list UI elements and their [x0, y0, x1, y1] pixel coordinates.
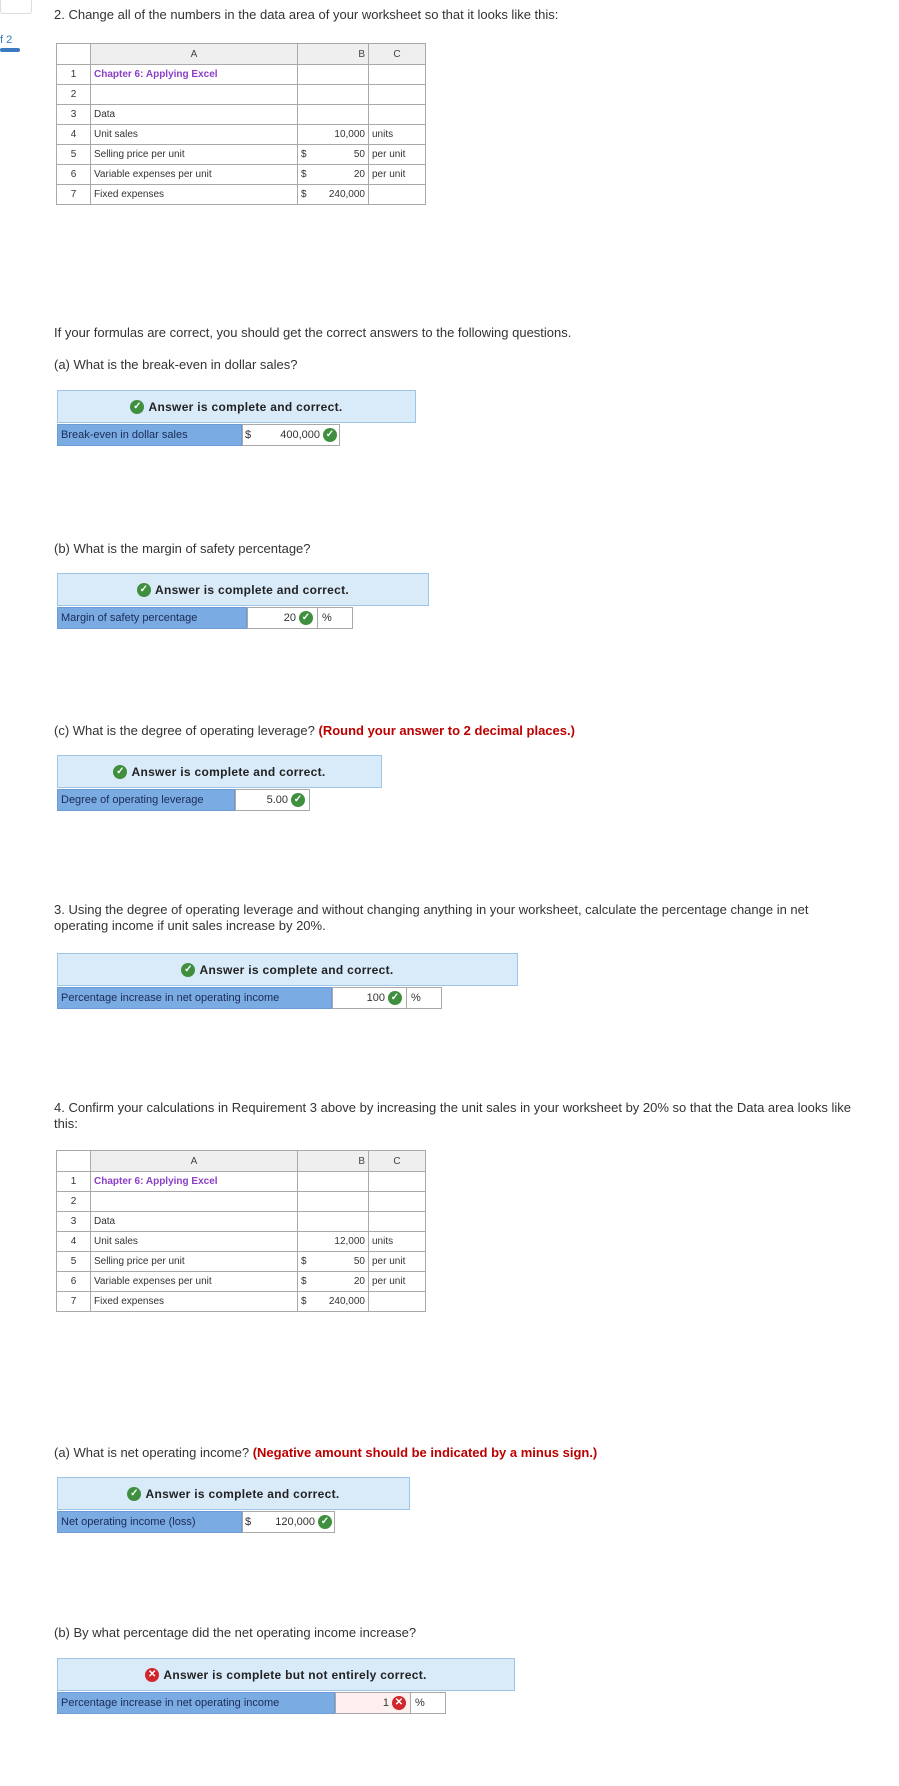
cell-b [298, 185, 369, 205]
answer-input[interactable] [332, 987, 407, 1009]
cell-value: 20 [353, 169, 365, 180]
cell-b [298, 85, 369, 105]
sheet-row [57, 1232, 426, 1252]
cell-value: 50 [353, 1256, 365, 1267]
cell-c: units [369, 125, 426, 145]
question-c [54, 723, 575, 739]
question-3: 3. Using the degree of operating leverage and without changing anything in your worksheet, calculate the percentage change in net operating income if unit sales increase by 20%. [54, 902, 809, 933]
check-icon: ✓ [127, 1487, 141, 1501]
cell-a: Chapter 6: Applying Excel [91, 1172, 298, 1192]
row-number: 7 [57, 1292, 91, 1312]
cell-b [298, 1272, 369, 1292]
cell-value: 50 [353, 149, 365, 160]
row-number: 4 [57, 125, 91, 145]
sheet-row [57, 1252, 426, 1272]
cell-b [298, 1192, 369, 1212]
cell-a: Chapter 6: Applying Excel [91, 65, 298, 85]
cell-value: 10,000 [334, 129, 365, 140]
currency-symbol: $ [245, 429, 252, 441]
question-4a [54, 1445, 597, 1461]
cell-b [298, 1232, 369, 1252]
cell-value: 240,000 [328, 1296, 365, 1307]
col-header-c: C [369, 44, 426, 65]
cell-b [298, 1212, 369, 1232]
answer-label: Break-even in dollar sales [57, 424, 242, 446]
question-note: (Negative amount should be indicated by a minus sign.) [252, 1445, 598, 1460]
cell-c [369, 65, 426, 85]
cell-c [369, 85, 426, 105]
answer-label: Percentage increase in net operating income [57, 1692, 335, 1714]
cell-a: Variable expenses per unit [91, 165, 298, 185]
sheet-row [57, 85, 426, 105]
page-progress-bar [0, 48, 20, 52]
spreadsheet-1 [56, 43, 426, 205]
sheet-row [57, 1172, 426, 1192]
answer-input[interactable] [242, 1511, 335, 1533]
check-icon: ✓ [388, 991, 402, 1005]
answer-label: Net operating income (loss) [57, 1511, 242, 1533]
cell-a: Unit sales [91, 1232, 298, 1252]
page-indicator: f 2 [0, 34, 13, 46]
status-text: Answer is complete and correct. [199, 962, 394, 977]
cell-c [369, 105, 426, 125]
answer-row-b [57, 607, 353, 629]
cell-a: Selling price per unit [91, 145, 298, 165]
cell-c [369, 1172, 426, 1192]
status-text: Answer is complete and correct. [131, 764, 326, 779]
cell-c: units [369, 1232, 426, 1252]
answer-label: Percentage increase in net operating income [57, 987, 332, 1009]
answer-input[interactable] [235, 789, 310, 811]
answer-label: Margin of safety percentage [57, 607, 247, 629]
cell-b [298, 125, 369, 145]
answer-input[interactable] [335, 1692, 411, 1714]
answer-row-3 [57, 987, 442, 1009]
row-number: 3 [57, 105, 91, 125]
row-number: 6 [57, 165, 91, 185]
check-icon: ✓ [318, 1515, 332, 1529]
answer-status-banner [57, 953, 518, 986]
question-2: 2. Change all of the numbers in the data area of your worksheet so that it looks like this: [54, 7, 559, 22]
sheet-row [57, 145, 426, 165]
check-icon: ✓ [181, 963, 195, 977]
check-icon: ✓ [137, 583, 151, 597]
col-header-a: A [91, 44, 298, 65]
cell-value: 12,000 [334, 1236, 365, 1247]
cell-a: Unit sales [91, 125, 298, 145]
answer-row-a [57, 424, 340, 446]
cell-b [298, 65, 369, 85]
cell-c: per unit [369, 1252, 426, 1272]
answer-status-banner [57, 755, 382, 788]
col-header-a: A [91, 1151, 298, 1172]
check-icon: ✓ [291, 793, 305, 807]
answer-status-banner [57, 390, 416, 423]
status-text: Answer is complete and correct. [154, 582, 350, 597]
answer-status-banner [57, 1658, 515, 1691]
row-number: 2 [57, 1192, 91, 1212]
row-number: 1 [57, 65, 91, 85]
sheet-row [57, 1192, 426, 1212]
question-b: (b) What is the margin of safety percentage? [54, 541, 311, 556]
check-icon: ✓ [323, 428, 337, 442]
cell-value: 240,000 [328, 189, 365, 200]
cell-c: per unit [369, 165, 426, 185]
error-icon: ✕ [145, 1668, 159, 1682]
sheet-row [57, 165, 426, 185]
cell-currency: $ [301, 189, 307, 200]
cell-c [369, 1192, 426, 1212]
sheet-corner [57, 1151, 91, 1172]
row-number: 3 [57, 1212, 91, 1232]
currency-symbol: $ [245, 1516, 252, 1528]
row-number: 2 [57, 85, 91, 105]
check-icon: ✓ [113, 765, 127, 779]
answer-value: 400,000 [280, 429, 320, 441]
row-number: 5 [57, 1252, 91, 1272]
cell-currency: $ [301, 1256, 307, 1267]
row-number: 4 [57, 1232, 91, 1252]
col-header-b: B [298, 44, 369, 65]
col-header-b: B [298, 1151, 369, 1172]
row-number: 1 [57, 1172, 91, 1192]
question-note: (Round your answer to 2 decimal places.) [318, 723, 575, 738]
question-4: 4. Confirm your calculations in Requirement 3 above by increasing the unit sales in your worksheet by 20% so that the Data area looks like this: [54, 1100, 852, 1131]
answer-value: 120,000 [275, 1516, 315, 1528]
answer-input[interactable] [242, 424, 340, 446]
answer-value: 5.00 [266, 794, 288, 806]
cell-currency: $ [301, 169, 307, 180]
error-icon: ✕ [392, 1696, 406, 1710]
col-header-c: C [369, 1151, 426, 1172]
intro-text: If your formulas are correct, you should get the correct answers to the following questions. [54, 325, 572, 340]
sheet-row [57, 1212, 426, 1232]
question-4b: (b) By what percentage did the net operating income increase? [54, 1625, 417, 1640]
cell-b [298, 145, 369, 165]
row-number: 7 [57, 185, 91, 205]
answer-value: 20 [283, 612, 296, 624]
status-text: Answer is complete and correct. [148, 399, 343, 414]
answer-status-banner [57, 1477, 410, 1510]
cell-a: Data [91, 1212, 298, 1232]
cell-a: Variable expenses per unit [91, 1272, 298, 1292]
sheet-row [57, 105, 426, 125]
cell-a: Fixed expenses [91, 185, 298, 205]
sheet-row [57, 185, 426, 205]
answer-row-c [57, 789, 310, 811]
cell-currency: $ [301, 1296, 307, 1307]
cell-c [369, 185, 426, 205]
status-text: Answer is complete but not entirely correct. [163, 1667, 427, 1682]
answer-label: Degree of operating leverage [57, 789, 235, 811]
answer-input[interactable] [247, 607, 318, 629]
cell-a [91, 85, 298, 105]
cell-b [298, 105, 369, 125]
cell-a [91, 1192, 298, 1212]
unit-label: % [318, 607, 353, 629]
answer-status-banner [57, 573, 429, 606]
cell-b [298, 1252, 369, 1272]
sheet-row [57, 125, 426, 145]
question-text: (a) What is net operating income? [54, 1445, 253, 1460]
cell-a: Fixed expenses [91, 1292, 298, 1312]
spreadsheet-2 [56, 1150, 426, 1312]
answer-value: 1 [382, 1697, 389, 1709]
sheet-corner [57, 44, 91, 65]
sheet-row [57, 65, 426, 85]
status-text: Answer is complete and correct. [145, 1486, 340, 1501]
cell-currency: $ [301, 149, 307, 160]
row-number: 5 [57, 145, 91, 165]
answer-row-4a [57, 1511, 335, 1533]
cell-a: Data [91, 105, 298, 125]
sheet-row [57, 1292, 426, 1312]
check-icon: ✓ [130, 400, 144, 414]
cell-c [369, 1212, 426, 1232]
unit-label: % [411, 1692, 446, 1714]
cell-value: 20 [353, 1276, 365, 1287]
cell-b [298, 165, 369, 185]
cell-b [298, 1292, 369, 1312]
answer-value: 100 [366, 992, 385, 1004]
unit-label: % [407, 987, 442, 1009]
answer-row-4b [57, 1692, 446, 1714]
cell-b [298, 1172, 369, 1192]
cell-a: Selling price per unit [91, 1252, 298, 1272]
top-frame [0, 0, 32, 14]
row-number: 6 [57, 1272, 91, 1292]
question-a: (a) What is the break-even in dollar sales? [54, 357, 298, 372]
question-text: (c) What is the degree of operating leverage? [54, 723, 319, 738]
cell-c [369, 1292, 426, 1312]
cell-currency: $ [301, 1276, 307, 1287]
cell-c: per unit [369, 1272, 426, 1292]
cell-c: per unit [369, 145, 426, 165]
sheet-row [57, 1272, 426, 1292]
check-icon: ✓ [299, 611, 313, 625]
